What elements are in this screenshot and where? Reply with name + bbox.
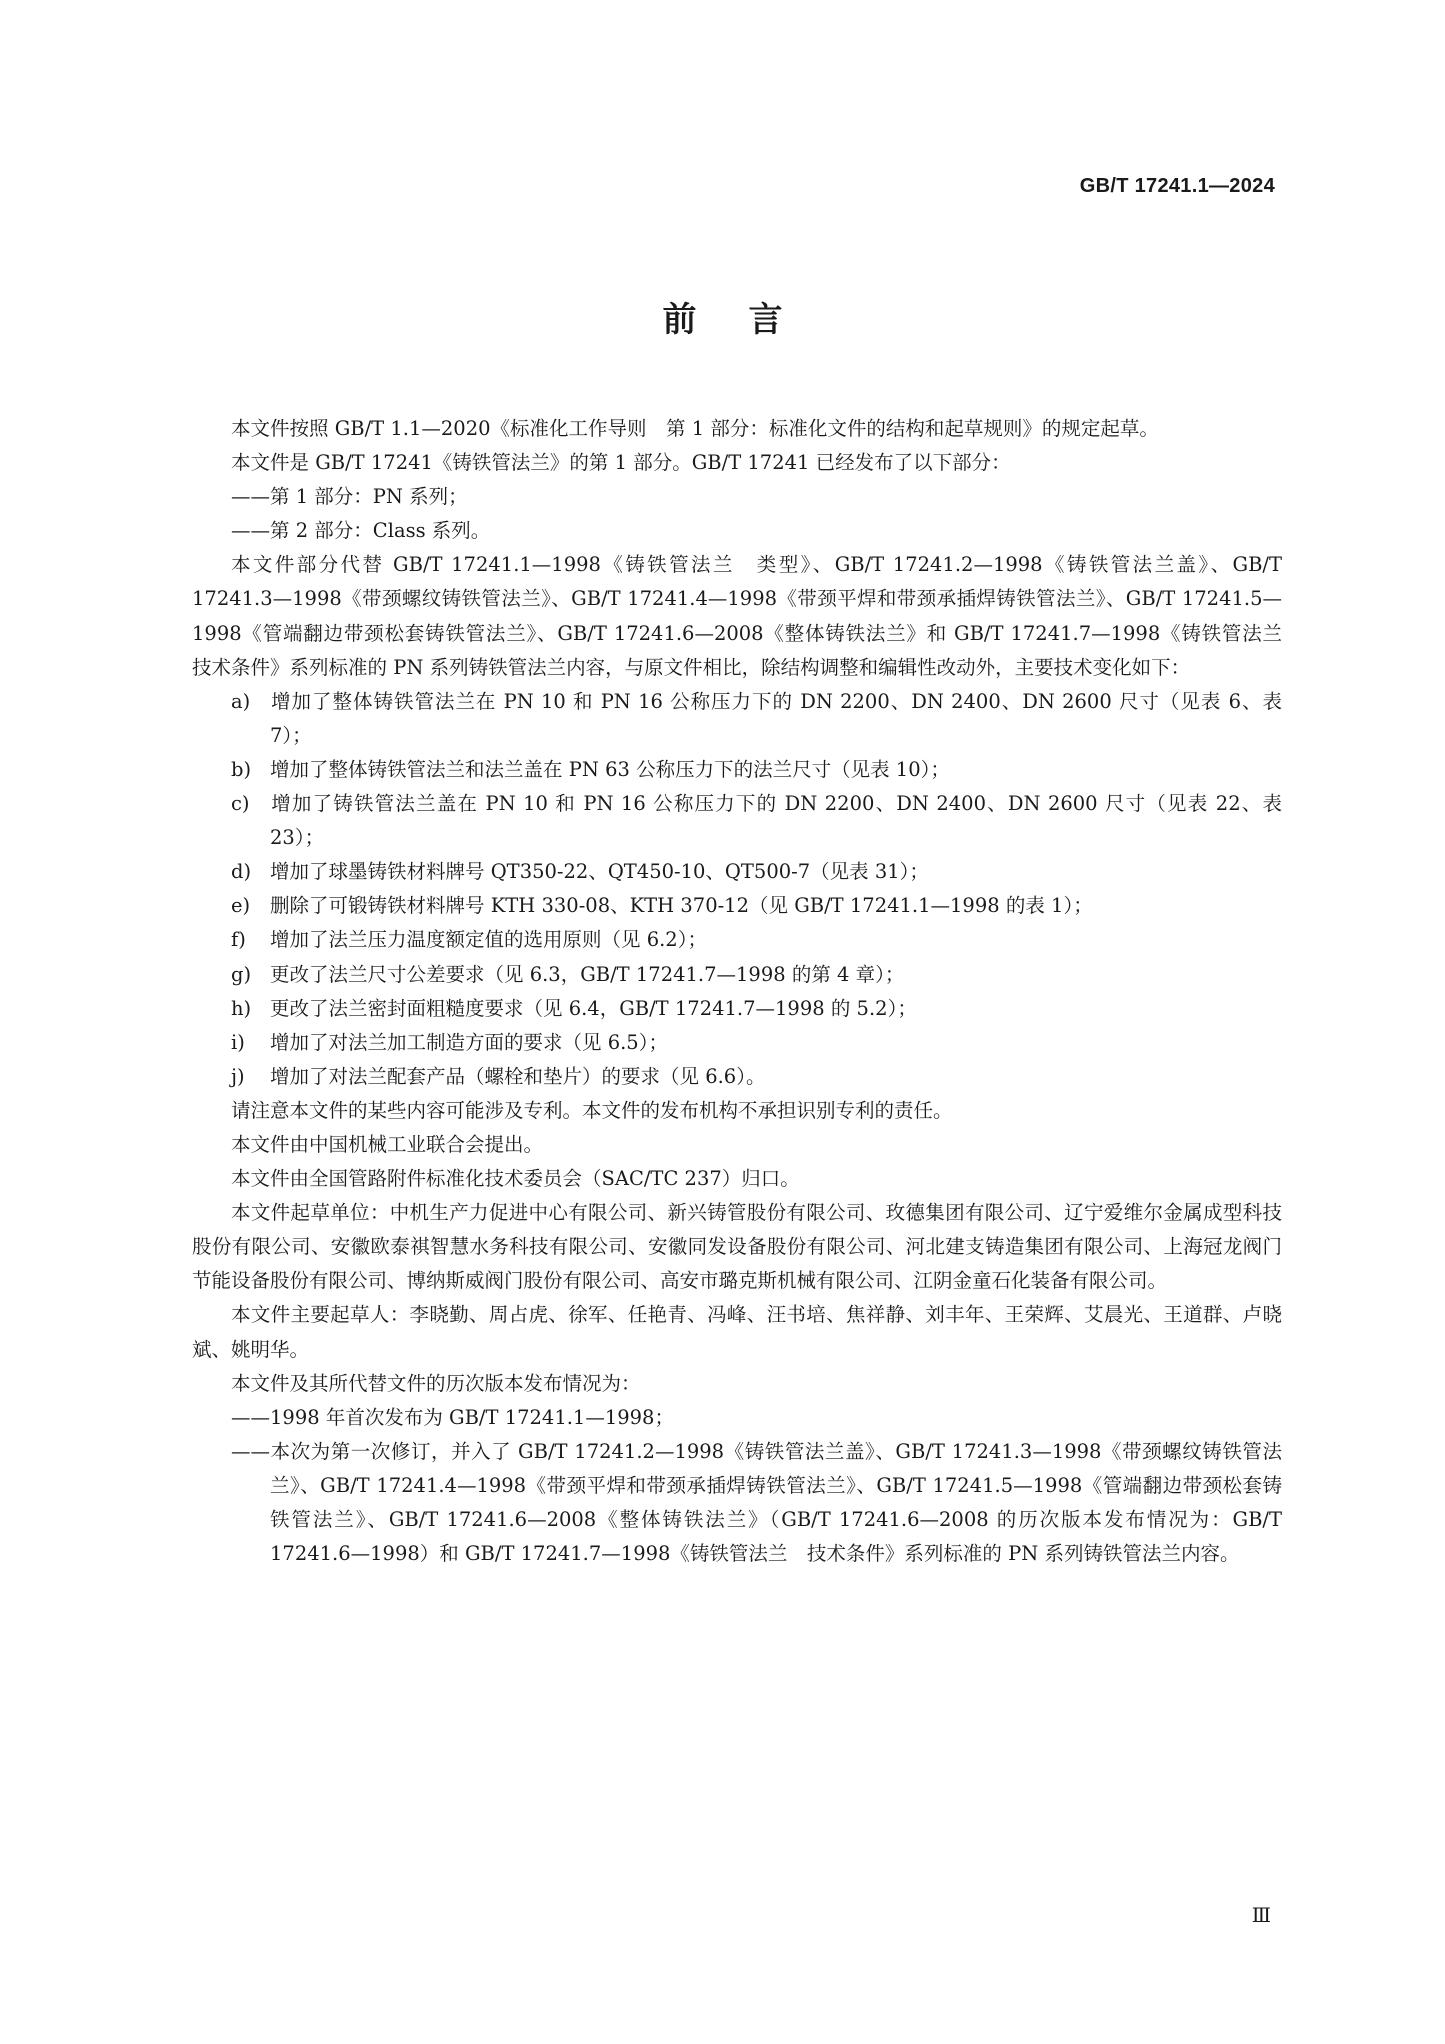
change-text: 增加了整体铸铁管法兰在 PN 10 和 PN 16 公称压力下的 DN 2200、DN 2400、DN 2600 尺寸（见表 6、表 7）；: [270, 689, 1282, 747]
document-body: [192, 412, 1302, 1571]
change-marker: f): [231, 928, 246, 952]
paragraph-structure-basis: 本文件按照 GB/T 1.1—2020《标准化工作导则 第 1 部分：标准化文件的结构和起草规则》的规定起草。: [231, 417, 1159, 440]
change-text: 增加了球墨铸铁材料牌号 QT350-22、QT450-10、QT500-7（见表 31）；: [270, 860, 929, 884]
paragraph-proposer: 本文件由中国机械工业联合会提出。: [231, 1132, 544, 1156]
change-text: 更改了法兰密封面粗糙度要求（见 6.4，GB/T 17241.7—1998 的 5.2）；: [270, 996, 917, 1020]
change-marker: b): [231, 757, 252, 781]
change-text: 删除了可锻铸铁材料牌号 KTH 330-08、KTH 370-12（见 GB/T 17241.1—1998 的表 1）；: [270, 894, 1093, 918]
change-item-d: [192, 855, 1282, 889]
change-marker: j): [231, 1064, 245, 1088]
change-marker: g): [231, 962, 252, 986]
paragraph-drafting-units: 本文件起草单位：中机生产力促进中心有限公司、新兴铸管股份有限公司、玫德集团有限公司、辽宁爱维尔金属成型科技股份有限公司、安徽欧泰祺智慧水务科技有限公司、安徽同发设备股份有限公司、河北建支铸造集团有限公司、上海冠龙阀门节能设备股份有限公司、博纳斯威阀门股份有限公司、高安市璐克斯机械有限公司、江阴金童石化装备有限公司。: [192, 1201, 1282, 1293]
change-marker: d): [231, 860, 252, 884]
change-text: 增加了对法兰配套产品（螺栓和垫片）的要求（见 6.6）。: [270, 1064, 766, 1088]
change-text: 更改了法兰尺寸公差要求（见 6.3，GB/T 17241.7—1998 的第 4 章）；: [270, 962, 905, 986]
paragraph-committee: 本文件由全国管路附件标准化技术委员会（SAC/TC 237）归口。: [231, 1167, 800, 1191]
page-number: Ⅲ: [1251, 1903, 1271, 1927]
change-item-i: [192, 1026, 1282, 1060]
list-item-history-1: ——1998 年首次发布为 GB/T 17241.1—1998；: [231, 1405, 674, 1429]
document-code: GB/T 17241.1—2024: [1079, 175, 1275, 197]
change-item-b: [192, 753, 1282, 787]
change-marker: e): [231, 894, 251, 918]
paragraph-drafters: 本文件主要起草人：李晓勤、周占虎、徐军、任艳青、冯峰、汪书培、焦祥静、刘丰年、王荣辉、艾晨光、王道群、卢晓斌、姚明华。: [192, 1303, 1282, 1361]
change-text: 增加了整体铸铁管法兰和法兰盖在 PN 63 公称压力下的法兰尺寸（见表 10）；: [270, 757, 950, 781]
change-item-e: [192, 889, 1282, 923]
change-marker: c): [231, 792, 250, 816]
change-item-a: [192, 685, 1282, 753]
paragraph-replacement: 本文件部分代替 GB/T 17241.1—1998《铸铁管法兰 类型》、GB/T 17241.2—1998《铸铁管法兰盖》、GB/T 17241.3—1998《带颈螺纹铸铁管法兰》、GB/T 17241.4—1998《带颈平焊和带颈承插焊铸铁管法兰》、GB/T 17241.5—1998《管端翻边带颈松套铸铁管法兰》、GB/T 17241.6—2008《整体铸铁法兰》和 GB/T 17241.7—1998《铸铁管法兰 技术条件》系列标准的 PN 系列铸铁管法兰内容，与原文件相比，除结构调整和编辑性改动外，主要技术变化如下：: [192, 553, 1302, 679]
change-marker: i): [231, 1030, 245, 1054]
paragraph-series-intro: 本文件是 GB/T 17241《铸铁管法兰》的第 1 部分。GB/T 17241 已经发布了以下部分：: [231, 451, 1011, 475]
change-item-j: [192, 1060, 1282, 1094]
paragraph-patent-notice: 请注意本文件的某些内容可能涉及专利。本文件的发布机构不承担识别专利的责任。: [231, 1098, 953, 1122]
change-marker: h): [231, 996, 252, 1020]
list-item-history-2: ——本次为第一次修订，并入了 GB/T 17241.2—1998《铸铁管法兰盖》、GB/T 17241.3—1998《带颈螺纹铸铁管法兰》、GB/T 17241.4—1998《带颈平焊和带颈承插焊铸铁管法兰》、GB/T 17241.5—1998《管端翻边带颈松套铸铁管法兰》、GB/T 17241.6—2008《整体铸铁法兰》（GB/T 17241.6—2008 的历次版本发布情况为：GB/T 17241.6—1998）和 GB/T 17241.7—1998《铸铁管法兰 技术条件》系列标准的 PN 系列铸铁管法兰内容。: [231, 1439, 1282, 1566]
change-item-h: [192, 992, 1282, 1026]
change-text: 增加了铸铁管法兰盖在 PN 10 和 PN 16 公称压力下的 DN 2200、DN 2400、DN 2600 尺寸（见表 22、表 23）；: [270, 792, 1282, 850]
change-item-f: [192, 923, 1282, 957]
change-text: 增加了法兰压力温度额定值的选用原则（见 6.2）；: [270, 928, 707, 952]
paragraph-history-intro: 本文件及其所代替文件的历次版本发布情况为：: [231, 1371, 641, 1395]
change-item-g: [192, 958, 1282, 992]
change-marker: a): [231, 689, 251, 713]
list-item-part-2: ——第 2 部分：Class 系列。: [231, 519, 491, 543]
change-text: 增加了对法兰加工制造方面的要求（见 6.5）；: [270, 1030, 668, 1054]
change-item-c: [192, 787, 1282, 855]
page-title: 前言: [662, 300, 835, 340]
list-item-part-1: ——第 1 部分：PN 系列；: [231, 485, 468, 509]
